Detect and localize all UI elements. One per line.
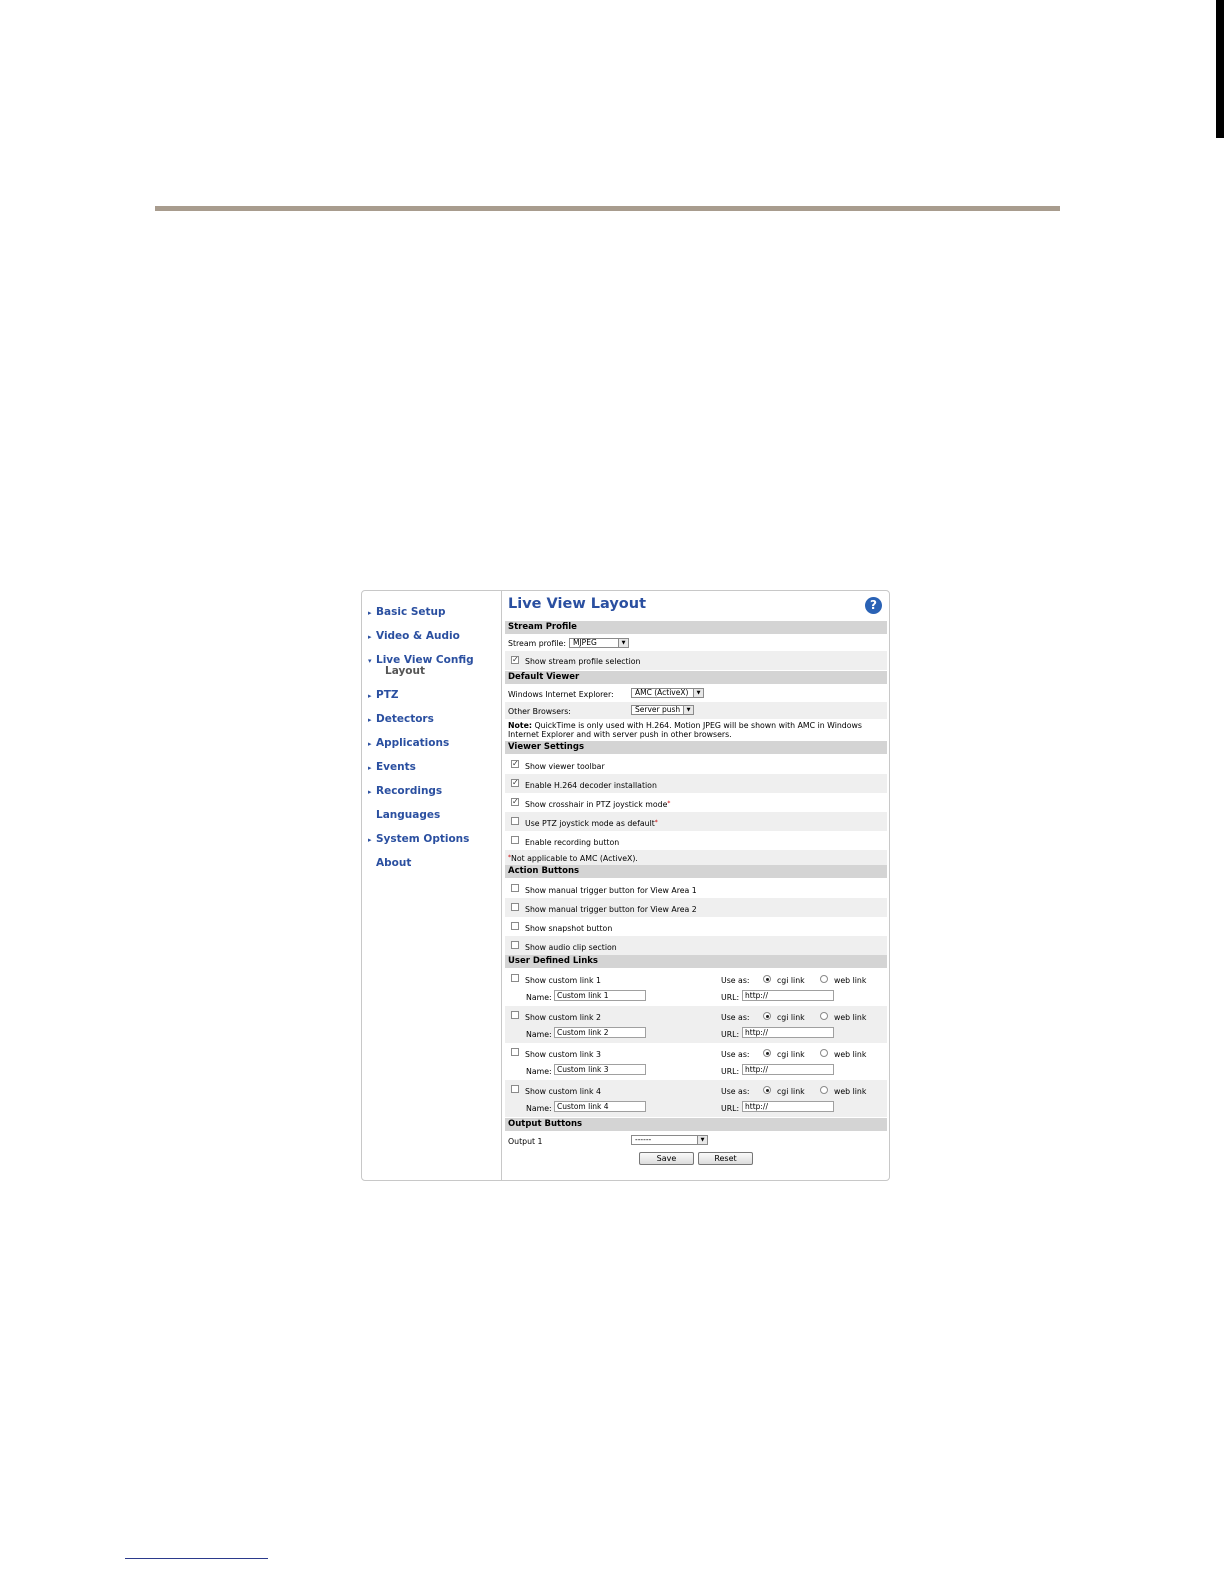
custom-link-4-checkbox[interactable] bbox=[511, 1085, 519, 1093]
custom-link-4-url-input[interactable]: http:// bbox=[742, 1101, 834, 1112]
sidebar-item-about[interactable] bbox=[368, 857, 411, 869]
select-value: ------ bbox=[635, 1135, 652, 1144]
chevron-right-icon: ▸ bbox=[368, 633, 372, 641]
viewer-setting-row bbox=[505, 812, 887, 831]
note-label: Note: bbox=[508, 721, 533, 730]
viewer-note bbox=[505, 719, 887, 740]
stream-profile-row bbox=[505, 635, 887, 651]
footnote-star: * bbox=[508, 854, 511, 861]
name-label: Name: bbox=[526, 1104, 552, 1113]
url-label: URL: bbox=[721, 1104, 740, 1113]
show-profile-selection-checkbox[interactable]: ✓ bbox=[512, 655, 519, 664]
checkbox-label: Show snapshot button bbox=[525, 924, 613, 933]
sidebar-item-basic-setup[interactable] bbox=[368, 606, 446, 618]
name-label: Name: bbox=[526, 993, 552, 1002]
sidebar-item-label: Events bbox=[376, 761, 416, 773]
radio-label: cgi link bbox=[777, 976, 805, 985]
web-link-radio[interactable] bbox=[820, 975, 828, 983]
viewer-setting-row bbox=[505, 755, 887, 774]
custom-link-row bbox=[505, 1006, 887, 1043]
chevron-down-icon: ▾ bbox=[368, 657, 372, 665]
note-text: QuickTime is only used with H.264. Motion JPEG will be shown with AMC in Windows bbox=[532, 721, 862, 730]
chevron-right-icon: ▸ bbox=[368, 836, 372, 844]
action-button-row bbox=[505, 879, 887, 898]
checkbox-label-text: Show crosshair in PTZ joystick mode bbox=[525, 800, 668, 809]
checkbox-label: Show audio clip section bbox=[525, 943, 617, 952]
section-header-viewer-settings: Viewer Settings bbox=[505, 741, 887, 754]
custom-link-4-name-input[interactable]: Custom link 4 bbox=[554, 1101, 646, 1112]
sidebar-item-label: Languages bbox=[376, 809, 441, 821]
use-as-label: Use as: bbox=[721, 976, 750, 985]
sidebar-item-label: Recordings bbox=[376, 785, 443, 797]
output-1-label: Output 1 bbox=[508, 1137, 543, 1146]
sidebar-item-label: Video & Audio bbox=[376, 630, 460, 642]
custom-link-2-checkbox[interactable] bbox=[511, 1011, 519, 1019]
viewer-footnote-row bbox=[505, 850, 887, 865]
ptz-joystick-default-checkbox[interactable] bbox=[511, 817, 519, 825]
viewer-footnote bbox=[508, 854, 638, 863]
trigger-view-area-2-checkbox[interactable] bbox=[511, 903, 519, 911]
help-icon[interactable]: ? bbox=[865, 597, 882, 614]
checkbox-label: Show manual trigger button for View Area 1 bbox=[525, 886, 697, 895]
radio-label: web link bbox=[834, 976, 867, 985]
sidebar bbox=[362, 591, 502, 1180]
web-link-radio[interactable] bbox=[820, 1049, 828, 1057]
radio-label: cgi link bbox=[777, 1013, 805, 1022]
action-button-row bbox=[505, 917, 887, 936]
sidebar-item-ptz[interactable] bbox=[368, 689, 398, 701]
footnote-star: * bbox=[654, 819, 658, 826]
other-browsers-select[interactable] bbox=[631, 705, 694, 715]
output-row bbox=[505, 1132, 887, 1148]
action-button-row bbox=[505, 898, 887, 917]
chevron-right-icon: ▸ bbox=[368, 764, 372, 772]
sidebar-item-label: About bbox=[376, 857, 412, 869]
select-value: Server push bbox=[635, 705, 681, 714]
section-header-output-buttons: Output Buttons bbox=[505, 1118, 887, 1131]
custom-link-1-url-input[interactable]: http:// bbox=[742, 990, 834, 1001]
page-top-rule bbox=[155, 206, 1060, 211]
action-button-row bbox=[505, 936, 887, 955]
sidebar-item-events[interactable] bbox=[368, 761, 416, 773]
dropdown-arrow-icon: ▼ bbox=[693, 689, 703, 697]
dropdown-arrow-icon: ▼ bbox=[697, 1136, 707, 1144]
radio-label: web link bbox=[834, 1050, 867, 1059]
use-as-label: Use as: bbox=[721, 1087, 750, 1096]
sidebar-item-label: Detectors bbox=[376, 713, 434, 725]
select-value: AMC (ActiveX) bbox=[635, 688, 689, 697]
cgi-link-radio[interactable] bbox=[763, 1012, 771, 1020]
url-label: URL: bbox=[721, 1030, 740, 1039]
chevron-right-icon: ▸ bbox=[368, 716, 372, 724]
checkbox-label: Show stream profile selection bbox=[525, 657, 641, 666]
custom-link-row bbox=[505, 1080, 887, 1117]
snapshot-button-checkbox[interactable] bbox=[511, 922, 519, 930]
page-edge-tab bbox=[1216, 0, 1224, 138]
checkbox-label-text: Use PTZ joystick mode as default bbox=[525, 819, 655, 828]
sidebar-item-applications[interactable] bbox=[368, 737, 449, 749]
checkbox-label: Show custom link 2 bbox=[525, 1013, 601, 1022]
camera-web-ui bbox=[361, 590, 890, 1181]
chevron-right-icon: ▸ bbox=[368, 740, 372, 748]
output-1-select[interactable] bbox=[631, 1135, 708, 1145]
cgi-link-radio[interactable] bbox=[763, 975, 771, 983]
reset-button[interactable]: Reset bbox=[698, 1152, 753, 1165]
viewer-setting-row bbox=[505, 831, 887, 850]
section-header-user-defined-links: User Defined Links bbox=[505, 955, 887, 968]
checkbox-label: Show custom link 1 bbox=[525, 976, 601, 985]
checkbox-label: Enable H.264 decoder installation bbox=[525, 781, 657, 790]
show-viewer-toolbar-checkbox[interactable]: ✓ bbox=[512, 759, 519, 768]
other-browsers-row bbox=[505, 702, 887, 719]
sidebar-item-label: PTZ bbox=[376, 689, 399, 701]
custom-link-1-name-input[interactable]: Custom link 1 bbox=[554, 990, 646, 1001]
section-header-default-viewer: Default Viewer bbox=[505, 671, 887, 684]
sidebar-item-label: Live View Config bbox=[376, 654, 474, 666]
ie-viewer-select[interactable] bbox=[631, 688, 704, 698]
ie-viewer-label: Windows Internet Explorer: bbox=[508, 690, 614, 699]
sidebar-item-system-options[interactable] bbox=[368, 833, 469, 845]
custom-link-2-url-input[interactable]: http:// bbox=[742, 1027, 834, 1038]
checkbox-label: Show viewer toolbar bbox=[525, 762, 605, 771]
sidebar-item-label: Applications bbox=[376, 737, 450, 749]
custom-link-2-name-input[interactable]: Custom link 2 bbox=[554, 1027, 646, 1038]
url-label: URL: bbox=[721, 1067, 740, 1076]
url-label: URL: bbox=[721, 993, 740, 1002]
footnote-text: Not applicable to AMC (ActiveX). bbox=[511, 854, 638, 863]
chevron-right-icon: ▸ bbox=[368, 692, 372, 700]
viewer-setting-row bbox=[505, 793, 887, 812]
radio-label: cgi link bbox=[777, 1087, 805, 1096]
stream-profile-label: Stream profile: bbox=[508, 639, 566, 648]
custom-link-row bbox=[505, 1043, 887, 1080]
sidebar-item-detectors[interactable] bbox=[368, 713, 434, 725]
footnote-star: * bbox=[667, 800, 671, 807]
chevron-right-icon: ▸ bbox=[368, 609, 372, 617]
save-button[interactable]: Save bbox=[639, 1152, 694, 1165]
sidebar-item-label: Basic Setup bbox=[376, 606, 446, 618]
sidebar-item-recordings[interactable] bbox=[368, 785, 442, 797]
enable-recording-button-checkbox[interactable] bbox=[511, 836, 519, 844]
note-line-2: Internet Explorer and with server push in other browsers. bbox=[508, 730, 732, 739]
checkbox-label: Show custom link 3 bbox=[525, 1050, 601, 1059]
radio-label: web link bbox=[834, 1013, 867, 1022]
section-header-stream-profile: Stream Profile bbox=[505, 621, 887, 634]
other-browsers-label: Other Browsers: bbox=[508, 707, 571, 716]
sidebar-subitem-layout[interactable]: Layout bbox=[385, 665, 426, 677]
checkbox-label: Show manual trigger button for View Area 2 bbox=[525, 905, 697, 914]
ie-viewer-row bbox=[505, 685, 887, 702]
page-title: Live View Layout bbox=[508, 596, 647, 612]
use-as-label: Use as: bbox=[721, 1050, 750, 1059]
name-label: Name: bbox=[526, 1030, 552, 1039]
checkbox-label bbox=[525, 819, 658, 828]
show-crosshair-checkbox[interactable]: ✓ bbox=[512, 797, 519, 806]
dropdown-arrow-icon: ▼ bbox=[618, 639, 628, 647]
section-header-action-buttons: Action Buttons bbox=[505, 865, 887, 878]
name-label: Name: bbox=[526, 1067, 552, 1076]
checkbox-label: Enable recording button bbox=[525, 838, 620, 847]
custom-link-3-name-input[interactable]: Custom link 3 bbox=[554, 1064, 646, 1075]
chevron-right-icon: ▸ bbox=[368, 788, 372, 796]
custom-link-row bbox=[505, 969, 887, 1006]
custom-link-1-checkbox[interactable] bbox=[511, 974, 519, 982]
web-link-radio[interactable] bbox=[820, 1012, 828, 1020]
web-link-radio[interactable] bbox=[820, 1086, 828, 1094]
use-as-label: Use as: bbox=[721, 1013, 750, 1022]
sidebar-item-languages[interactable] bbox=[368, 809, 440, 821]
viewer-setting-row bbox=[505, 774, 887, 793]
checkbox-label: Show custom link 4 bbox=[525, 1087, 601, 1096]
dropdown-arrow-icon: ▼ bbox=[683, 706, 693, 714]
radio-label: web link bbox=[834, 1087, 867, 1096]
stream-profile-select[interactable] bbox=[569, 638, 629, 648]
enable-h264-decoder-checkbox[interactable]: ✓ bbox=[512, 778, 519, 787]
custom-link-3-checkbox[interactable] bbox=[511, 1048, 519, 1056]
note-line-1 bbox=[508, 721, 862, 730]
show-profile-selection-row bbox=[505, 651, 887, 670]
trigger-view-area-1-checkbox[interactable] bbox=[511, 884, 519, 892]
footer-link-underline bbox=[125, 1558, 268, 1559]
select-value: MJPEG bbox=[573, 638, 597, 647]
radio-label: cgi link bbox=[777, 1050, 805, 1059]
checkbox-label bbox=[525, 800, 670, 809]
main-panel bbox=[502, 591, 889, 1180]
audio-clip-section-checkbox[interactable] bbox=[511, 941, 519, 949]
sidebar-item-video-audio[interactable] bbox=[368, 630, 460, 642]
cgi-link-radio[interactable] bbox=[763, 1049, 771, 1057]
cgi-link-radio[interactable] bbox=[763, 1086, 771, 1094]
custom-link-3-url-input[interactable]: http:// bbox=[742, 1064, 834, 1075]
sidebar-item-label: System Options bbox=[376, 833, 470, 845]
